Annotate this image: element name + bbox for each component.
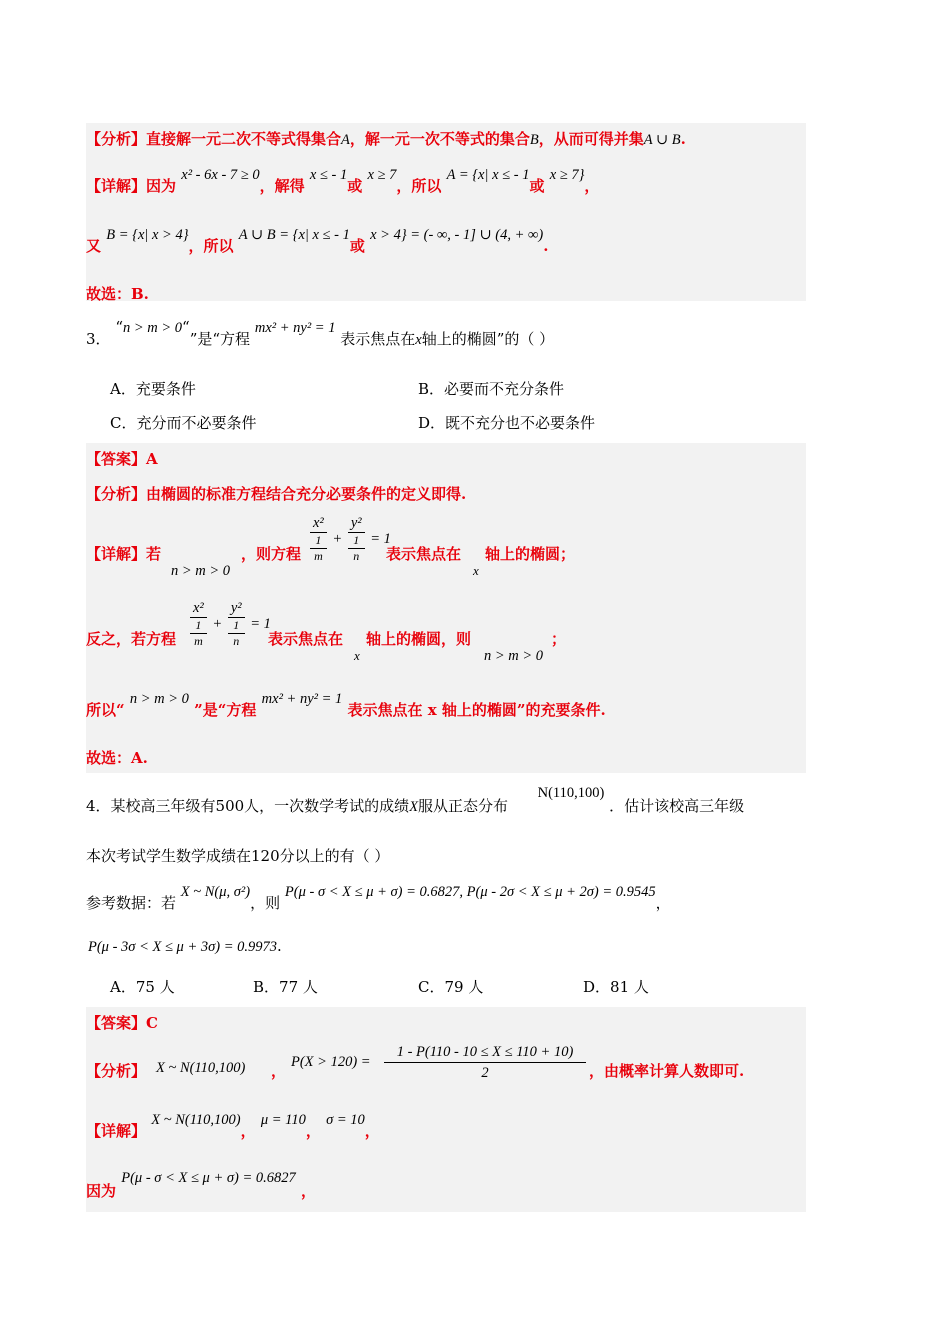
q4-answer: 【答案】C <box>86 1014 158 1032</box>
q3-converse-equation: x² 1 m + y² 1 n = 1 <box>188 600 271 649</box>
q3-option-a[interactable]: A．充要条件 <box>110 380 196 398</box>
q3-conclusion: 所以“ n > m > 0 ”是“方程 mx² + ny² = 1 表示焦点在 x 轴上的椭圆”的充要条件. <box>86 691 606 719</box>
q2-analysis: 【分析】直接解一元二次不等式得集合A，解一元一次不等式的集合B，从而可得并集A ∪ B. <box>86 130 686 148</box>
q4-reference: 参考数据：若 X ~ N(μ, σ²)，则 P(μ - σ < X ≤ μ + σ) = 0.6827, P(μ - 2σ < X ≤ μ + 2σ) = 0.9545， <box>86 884 671 912</box>
q3-answer: 【答案】A <box>86 450 158 468</box>
q3-option-d[interactable]: D．既不充分也不必要条件 <box>418 414 596 432</box>
q3-ellipse-equation: x² 1 m + y² 1 n = 1 <box>308 515 391 564</box>
q3-stem: 3． “n > m > 0“”是“方程 mx² + ny² = 1 表示焦点在x轴上的椭圆”的（ ） <box>86 318 555 348</box>
q4-option-a[interactable]: A．75 人 <box>110 978 175 996</box>
q2-detail: 【详解】因为 x² - 6x - 7 ≥ 0，解得 x ≤ - 1或 x ≥ 7，所以 A = {x| x ≤ - 1或 x ≥ 7}， <box>86 167 600 195</box>
q4-option-b[interactable]: B．77 人 <box>253 978 318 996</box>
q4-option-c[interactable]: C．79 人 <box>418 978 484 996</box>
q4-reference-2: P(μ - 3σ < X ≤ μ + 3σ) = 0.9973. <box>88 937 282 955</box>
q4-detail: 【详解】 X ~ N(110,100)， μ = 110， σ = 10， <box>86 1112 380 1140</box>
q2-choice: 故选：B. <box>86 285 149 303</box>
q2-union: 又 B = {x| x > 4}，所以 A ∪ B = {x| x ≤ - 1或 x > 4} = (- ∞, - 1] ∪ (4, + ∞). <box>86 227 549 255</box>
q4-stem-line1: 4．某校高三年级有500人，一次数学考试的成绩X服从正态分布 N(110,100) ．估计该校高三年级 <box>86 785 745 815</box>
q3-option-c[interactable]: C．充分而不必要条件 <box>110 414 257 432</box>
q4-option-d[interactable]: D．81 人 <box>583 978 649 996</box>
q3-option-b[interactable]: B．必要而不充分条件 <box>418 380 565 398</box>
q4-because: 因为 P(μ - σ < X ≤ μ + σ) = 0.6827 ， <box>86 1170 316 1200</box>
q2-solution-box <box>86 123 806 301</box>
q4-probability-fraction: 1 - P(110 - 10 ≤ X ≤ 110 + 10) 2 <box>384 1042 586 1083</box>
q3-analysis: 【分析】由椭圆的标准方程结合充分必要条件的定义即得. <box>86 485 467 503</box>
q4-stem-line2: 本次考试学生数学成绩在120分以上的有（ ） <box>86 847 390 865</box>
q3-choice: 故选：A. <box>86 749 148 767</box>
